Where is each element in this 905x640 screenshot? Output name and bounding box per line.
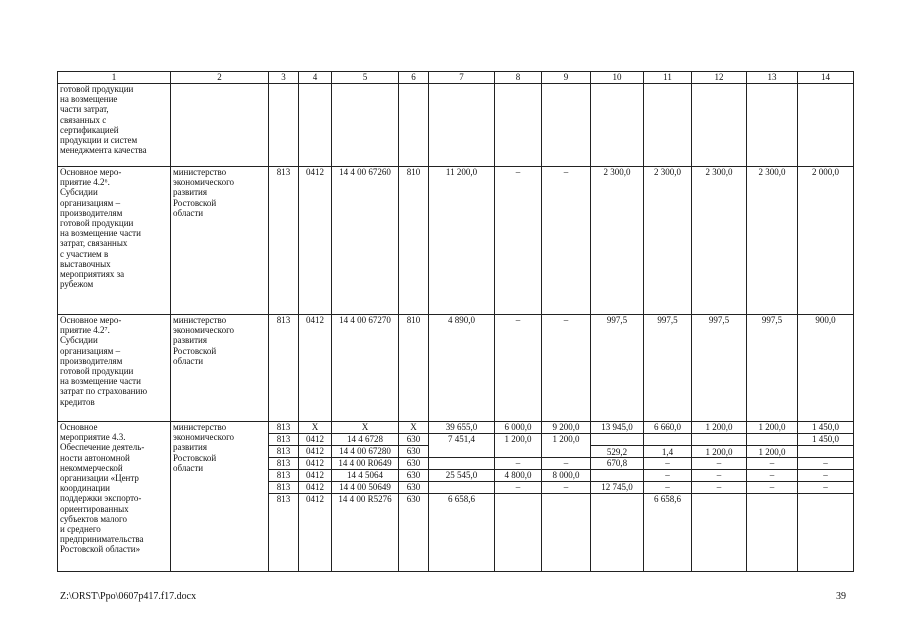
cell-year-5: [692, 494, 747, 572]
cell-year-5: 1 200,0: [692, 446, 747, 458]
cell-year-5: –: [692, 482, 747, 494]
cell-vr: 630: [399, 434, 429, 446]
cell-total: 11 200,0: [429, 167, 495, 315]
cell-year-6: 1 200,0: [747, 422, 798, 434]
cell-year-7: [798, 446, 854, 458]
cell-year-7: 900,0: [798, 315, 854, 422]
cell-year-5: 2 300,0: [692, 167, 747, 315]
cell-rzpr: 0412: [299, 446, 332, 458]
header-col-10: 10: [591, 72, 644, 84]
cell-year-3: 13 945,0: [591, 422, 644, 434]
table-row-4-2-7: [58, 315, 854, 422]
cell-vr: 630: [399, 482, 429, 494]
cell-total: 25 545,0: [429, 470, 495, 482]
cell-year-7: –: [798, 470, 854, 482]
cell-year-4: –: [644, 482, 692, 494]
executor: министерство экономического развития Ростовской области: [171, 422, 269, 572]
cell-vr: 810: [399, 167, 429, 315]
cell-rzpr: Х: [299, 422, 332, 434]
cell-rzpr: 0412: [299, 458, 332, 470]
cell-year-1: 4 800,0: [495, 470, 542, 482]
cell-grbs: 813: [269, 470, 299, 482]
header-col-3: 3: [269, 72, 299, 84]
cell-grbs: 813: [269, 422, 299, 434]
measure-name: готовой продукции на возмещение части затрат, связанных с сертификацией продукции и систем менеджмента качества: [58, 84, 171, 167]
cell-year-6: [747, 434, 798, 446]
program-table: [57, 71, 854, 572]
cell-year-3: 12 745,0: [591, 482, 644, 494]
cell-year-2: –: [542, 482, 591, 494]
cell-total: [429, 482, 495, 494]
cell-total: 39 655,0: [429, 422, 495, 434]
cell-grbs: 813: [269, 167, 299, 315]
cell-vr: Х: [399, 422, 429, 434]
cell-year-2: –: [542, 167, 591, 315]
cell-grbs: 813: [269, 482, 299, 494]
cell-year-4: 997,5: [644, 315, 692, 422]
cell-year-1: 1 200,0: [495, 434, 542, 458]
cell-year-3: [591, 494, 644, 572]
cell-rzpr: 0412: [299, 470, 332, 482]
header-col-14: 14: [798, 72, 854, 84]
cell-rzpr: 0412: [299, 315, 332, 422]
cell-year-6: –: [747, 458, 798, 470]
cell-vr: 630: [399, 470, 429, 482]
cell-year-5: 997,5: [692, 315, 747, 422]
cell-grbs: 813: [269, 458, 299, 470]
header-col-5: 5: [332, 72, 399, 84]
header-col-11: 11: [644, 72, 692, 84]
header-col-1: 1: [58, 72, 171, 84]
measure-name: Основное меро- приятие 4.2⁶. Субсидии организациям – производителям готовой продукции на возмещение части затрат, связанных с участием в выставочных мероприятиях за рубежом: [58, 167, 171, 315]
cell-grbs: 813: [269, 494, 299, 572]
header-col-13: 13: [747, 72, 798, 84]
cell-year-1: –: [495, 315, 542, 422]
cell-grbs: 813: [269, 446, 299, 458]
measure-name: Основное меро- приятие 4.2⁷. Субсидии организациям – производителям готовой продукции на возмещение части затрат по страхованию кредитов: [58, 315, 171, 422]
header-col-4: 4: [299, 72, 332, 84]
cell-year-5: –: [692, 470, 747, 482]
cell-rzpr: 0412: [299, 494, 332, 572]
cell-year-6: [747, 494, 798, 572]
page-number: 39: [836, 591, 846, 602]
cell-year-2: 1 200,0: [542, 434, 591, 458]
cell-year-2: 8 000,0: [542, 470, 591, 482]
cell-year-4: –: [644, 458, 692, 470]
cell-year-5: [692, 434, 747, 446]
cell-csr: 14 4 00 67260: [332, 167, 399, 315]
header-row: [58, 72, 854, 84]
cell-year-5: 1 200,0: [692, 422, 747, 434]
cell-year-4: 2 300,0: [644, 167, 692, 315]
executor: министерство экономического развития Ростовской области: [171, 315, 269, 422]
cell-csr: 14 4 00 R5276: [332, 494, 399, 572]
cell-year-1: –: [495, 458, 542, 470]
cell-vr: 630: [399, 458, 429, 470]
cell-year-6: 2 300,0: [747, 167, 798, 315]
cell-year-1: [495, 494, 542, 572]
cell-vr: 810: [399, 315, 429, 422]
table-row-continuation: [58, 84, 854, 167]
cell-year-2: [542, 494, 591, 572]
header-col-8: 8: [495, 72, 542, 84]
cell-year-6: –: [747, 482, 798, 494]
cell-csr: 14 4 00 R0649: [332, 458, 399, 470]
cell-year-4: 6 660,0: [644, 422, 692, 434]
cell-year-1: 6 000,0: [495, 422, 542, 434]
cell-csr: 14 4 5064: [332, 470, 399, 482]
cell-year-3: 2 300,0: [591, 167, 644, 315]
cell-year-6: 997,5: [747, 315, 798, 422]
cell-csr: 14 4 6728: [332, 434, 399, 446]
measure-name: Основное мероприятие 4.3. Обеспечение деятель- ности автономной некоммерческой организации «Центр координации поддержки экспорто- ориентированных субъектов малого и среднего предпринимательства Ростовской области»: [58, 422, 171, 572]
cell-grbs: 813: [269, 434, 299, 446]
cell-year-2: –: [542, 458, 591, 470]
cell-year-1: –: [495, 167, 542, 315]
cell-year-3: [591, 434, 644, 446]
cell-csr: 14 4 00 67270: [332, 315, 399, 422]
table-row-4-2-6: [58, 167, 854, 315]
cell-year-1: –: [495, 482, 542, 494]
cell-year-7: –: [798, 482, 854, 494]
cell-total: 4 890,0: [429, 315, 495, 422]
cell-year-2: 9 200,0: [542, 422, 591, 434]
cell-year-2: –: [542, 315, 591, 422]
cell-csr: Х: [332, 422, 399, 434]
cell-rzpr: 0412: [299, 482, 332, 494]
cell-year-4: [644, 434, 692, 446]
cell-total: 7 451,4: [429, 434, 495, 458]
cell-total: [429, 458, 495, 470]
cell-year-3: 997,5: [591, 315, 644, 422]
cell-year-5: –: [692, 458, 747, 470]
cell-vr: 630: [399, 446, 429, 458]
cell-rzpr: 0412: [299, 434, 332, 446]
cell-year-3: 529,2: [591, 446, 644, 458]
cell-year-4: 1,4: [644, 446, 692, 458]
cell-year-4: –: [644, 470, 692, 482]
cell-year-3: 670,8: [591, 458, 644, 470]
header-col-2: 2: [171, 72, 269, 84]
cell-year-3: [591, 470, 644, 482]
cell-csr: 14 4 00 67280: [332, 446, 399, 458]
header-col-9: 9: [542, 72, 591, 84]
footer-file-path: Z:\ORST\Ppo\0607p417.f17.docx: [60, 591, 197, 602]
header-col-7: 7: [429, 72, 495, 84]
cell-year-7: 2 000,0: [798, 167, 854, 315]
table-row-4-3-line-1: [58, 422, 854, 434]
cell-rzpr: 0412: [299, 167, 332, 315]
cell-total: 6 658,6: [429, 494, 495, 572]
cell-vr: 630: [399, 494, 429, 572]
executor: министерство экономического развития Ростовской области: [171, 167, 269, 315]
cell-year-7: [798, 494, 854, 572]
cell-grbs: 813: [269, 315, 299, 422]
header-col-12: 12: [692, 72, 747, 84]
cell-year-7: –: [798, 458, 854, 470]
cell-csr: 14 4 00 50649: [332, 482, 399, 494]
cell-year-7: 1 450,0: [798, 434, 854, 446]
cell-year-4: 6 658,6: [644, 494, 692, 572]
cell-year-6: –: [747, 470, 798, 482]
header-col-6: 6: [399, 72, 429, 84]
cell-year-6: 1 200,0: [747, 446, 798, 458]
cell-year-7: 1 450,0: [798, 422, 854, 434]
